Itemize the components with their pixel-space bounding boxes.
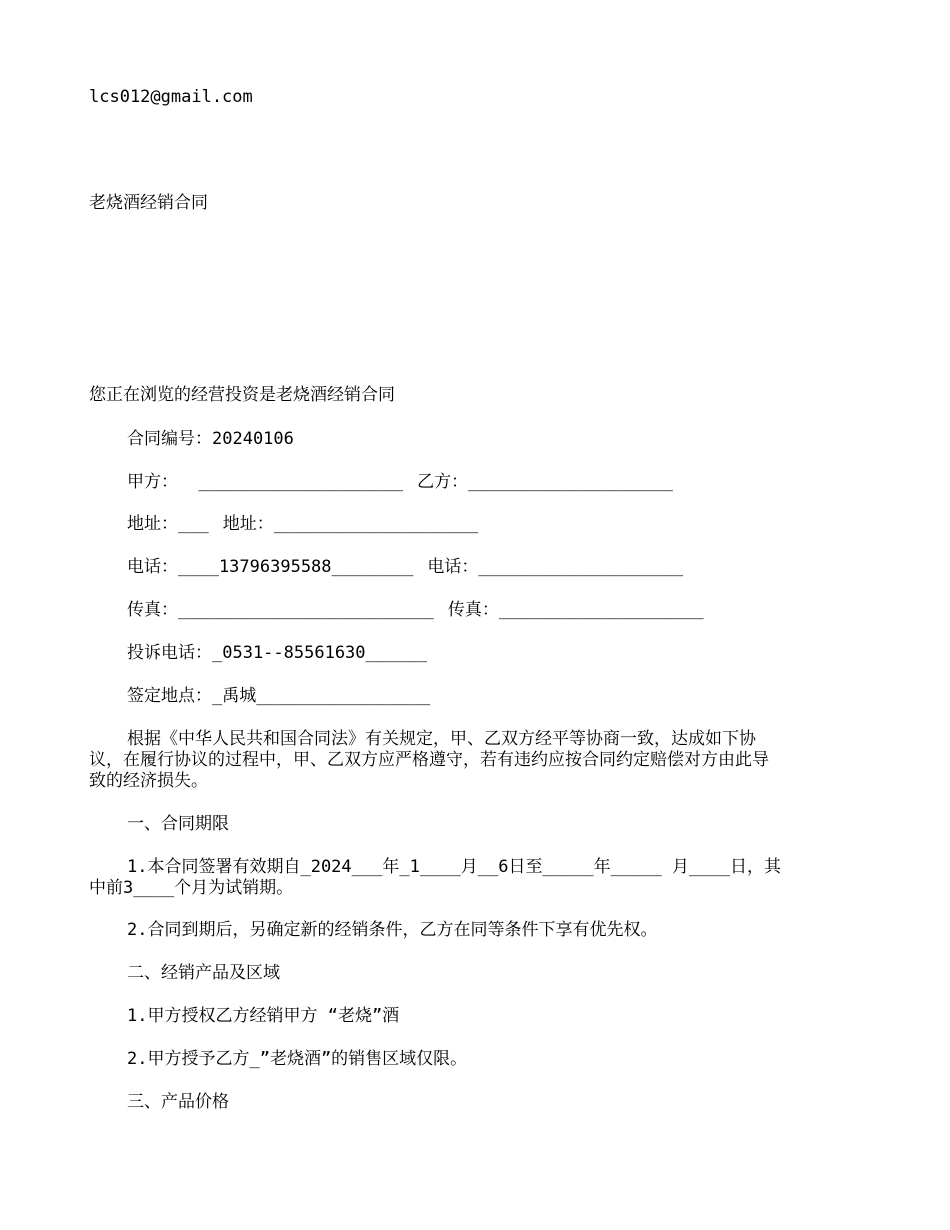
- phone-row: [127, 557, 683, 578]
- contract-number: 合同编号：20240106: [127, 429, 294, 449]
- address-b-field: 地址：____________________: [222, 514, 479, 534]
- section-2-item-1: 1.甲方授权乙方经销甲方 “老烧”酒: [127, 1006, 400, 1026]
- section-3-heading: 三、产品价格: [127, 1092, 229, 1112]
- phone-a-field: 电话：____13796395588________: [127, 557, 414, 577]
- fax-a-field: 传真：_________________________: [127, 600, 434, 620]
- party-a-field: 甲方： ____________________: [127, 472, 404, 492]
- intro-text: 您正在浏览的经营投资是老烧酒经销合同: [89, 385, 395, 405]
- section-1-heading: 一、合同期限: [127, 814, 229, 834]
- party-row: [127, 472, 673, 493]
- section-1-item-1: 1.本合同签署有效期自_2024___年_1____月__6日至_____年_____ 月____日，其中前3____个月为试销期。: [89, 857, 781, 898]
- address-row: [127, 514, 478, 535]
- fax-b-field: 传真：____________________: [447, 600, 704, 620]
- section-1-item-2: 2.合同到期后，另确定新的经销条件，乙方在同等条件下享有优先权。: [127, 920, 658, 940]
- author-email: lcs012@gmail.com: [89, 87, 253, 107]
- section-2-heading: 二、经销产品及区域: [127, 963, 280, 983]
- signing-place: 签定地点：_禹城_________________: [127, 686, 431, 706]
- preamble-paragraph: 根据《中华人民共和国合同法》有关规定，甲、乙双方经平等协商一致，达成如下协议，在履行协议的过程中，甲、乙双方应严格遵守，若有违约应按合同约定赔偿对方由此导致的经济损失。: [89, 729, 769, 791]
- party-b-field: 乙方：____________________: [417, 472, 673, 492]
- complaint-phone: 投诉电话：_0531--85561630______: [127, 643, 427, 663]
- phone-b-field: 电话：____________________: [427, 557, 684, 577]
- document-title: 老烧酒经销合同: [89, 193, 208, 213]
- fax-row: [127, 600, 704, 621]
- address-a-field: 地址：___: [127, 514, 209, 534]
- section-2-item-2: 2.甲方授予乙方_”老烧酒”的销售区域仅限。: [127, 1049, 468, 1069]
